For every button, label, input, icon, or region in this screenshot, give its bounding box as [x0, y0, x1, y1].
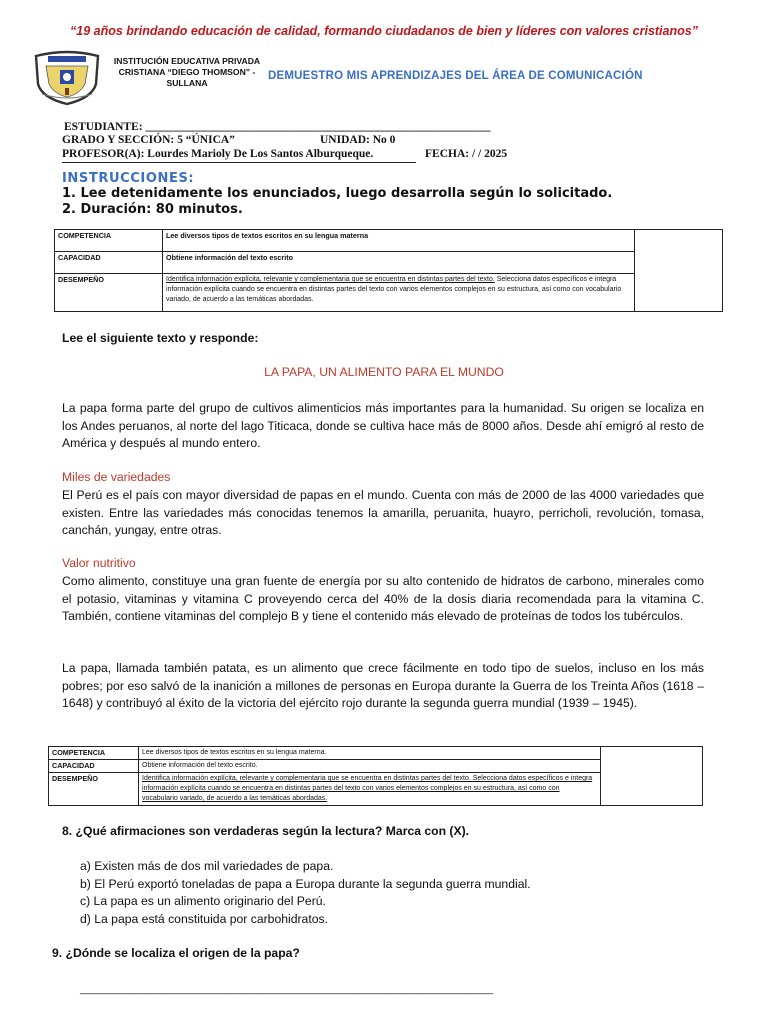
competencia-value-2: Lee diversos tipos de textos escritos en su lengua materna. — [139, 747, 601, 760]
student-field[interactable]: ESTUDIANTE: ____________________________________________________________ — [64, 121, 491, 133]
capacidad-label: CAPACIDAD — [55, 252, 163, 274]
paragraph-1: La papa forma parte del grupo de cultivos alimenticios más importantes para la humanidad. Su origen se localiza en los Andes peruanos, al norte del lago Titicaca, donde se cultiva hace más de 8000 años. Desde ahí emigró al resto de América y después al mundo entero. — [62, 401, 704, 450]
teacher-name: PROFESOR(A): Lourdes Marioly De Los Santos Alburqueque. — [62, 148, 374, 160]
option-a[interactable]: a) Existen más de dos mil variedades de papa. — [80, 859, 334, 873]
desempeno-underlined: Identifica información explícita, relevante y complementaria que se encuentra en distintas partes del texto. — [166, 276, 495, 283]
teacher-underline — [62, 162, 416, 163]
institution-line-1: INSTITUCIÓN EDUCATIVA PRIVADA — [113, 56, 261, 66]
competencia-label: COMPETENCIA — [55, 230, 163, 252]
paragraph-4: La papa, llamada también patata, es un alimento que crece fácilmente en todo tipo de suelos, incluso en los más pobres; por eso salvó de la inanición a millones de personas en Europa durante la Guerra de los Treinta Años (1618 – 1648) y contribuyó al éxito de la victoria del ejército rojo durante la segunda guerra mundial (1939 – 1945). — [62, 661, 704, 710]
competencia-value: Lee diversos tipos de textos escritos en su lengua materna — [163, 230, 635, 252]
capacidad-value: Obtiene información del texto escrito — [163, 252, 635, 274]
exam-title: DEMUESTRO MIS APRENDIZAJES DEL ÁREA DE COMUNICACIÓN — [268, 70, 643, 82]
question-8: 8. ¿Qué afirmaciones son verdaderas según la lectura? Marca con (X). — [62, 824, 470, 838]
paragraph-3: Como alimento, constituye una gran fuente de energía por su alto contenido de hidratos de carbono, minerales como el potasio, vitaminas y vitamina C proveyendo cerca del 40% de la dosis diaria recomendada para la vitamina C. También, contiene vitaminas del complejo B y tiene el contenido más elevado de proteínas de todos los tubérculos. — [62, 574, 704, 623]
grade-section: GRADO Y SECCIÓN: 5 “ÚNICA” — [62, 134, 235, 146]
score-box-2[interactable] — [601, 747, 703, 806]
exam-date: FECHA: / / 2025 — [425, 148, 508, 160]
desempeno-rest: Selecciona datos específicos e integra información explícita cuando se encuentra en distintas partes del texto con varios elementos complejos en su estructura, así como con vocabulario variado, de acuerdo a las temáticas abordadas. — [166, 276, 622, 303]
subtitle-nutrition: Valor nutritivo — [62, 556, 136, 570]
unit-number: UNIDAD: No 0 — [320, 134, 396, 146]
desempeno-label: DESEMPEÑO — [55, 274, 163, 312]
institution-line-3: SULLANA — [166, 78, 208, 88]
answer-line-9[interactable]: _____________________________________________________________________________ — [80, 984, 493, 995]
competency-table-2 — [48, 746, 703, 806]
school-motto: “19 años brindando educación de calidad, formando ciudadanos de bien y líderes con valores cristianos” — [70, 24, 698, 38]
capacidad-label-2: CAPACIDAD — [49, 760, 139, 773]
instructions-heading: INSTRUCCIONES: — [62, 171, 195, 186]
institution-line-2: CRISTIANA “DIEGO THOMSON” - — [118, 67, 256, 77]
desempeno-value — [163, 274, 635, 312]
score-box[interactable] — [635, 230, 723, 312]
reading-prompt: Lee el siguiente texto y responde: — [62, 331, 259, 345]
institution-name — [104, 56, 270, 89]
competency-table-1 — [54, 229, 723, 312]
option-d[interactable]: d) La papa está constituida por carbohidratos. — [80, 912, 328, 926]
instruction-1: 1. Lee detenidamente los enunciados, luego desarrolla según lo solicitado. — [62, 186, 613, 201]
question-9: 9. ¿Dónde se localiza el origen de la papa? — [52, 946, 300, 960]
school-crest-icon — [32, 50, 102, 106]
option-b[interactable]: b) El Perú exportó toneladas de papa a Europa durante la segunda guerra mundial. — [80, 877, 531, 891]
desempeno-label-2: DESEMPEÑO — [49, 773, 139, 806]
desempeno-value-2: Identifica información explícita, relevante y complementaria que se encuentra en distintas partes del texto. Selecciona datos específicos e integra información explícita cuando se encuentra en distintas partes del texto con varios elementos complejos en su estructura, así como con vocabulario variado, de acuerdo a las temáticas abordadas. — [139, 773, 601, 806]
paragraph-2: El Perú es el país con mayor diversidad de papas en el mundo. Cuenta con más de 2000 de las 4000 variedades que existen. Entre las variedades más conocidas tenemos la amarilla, peruanita, huayro, perricholi, revolución, tomasa, canchán, yungay, entre otras. — [62, 488, 704, 537]
option-c[interactable]: c) La papa es un alimento originario del Perú. — [80, 894, 326, 908]
subtitle-varieties: Miles de variedades — [62, 470, 171, 484]
reading-title: LA PAPA, UN ALIMENTO PARA EL MUNDO — [264, 365, 504, 379]
instruction-2: 2. Duración: 80 minutos. — [62, 202, 243, 217]
capacidad-value-2: Obtiene información del texto escrito. — [139, 760, 601, 773]
competencia-label-2: COMPETENCIA — [49, 747, 139, 760]
